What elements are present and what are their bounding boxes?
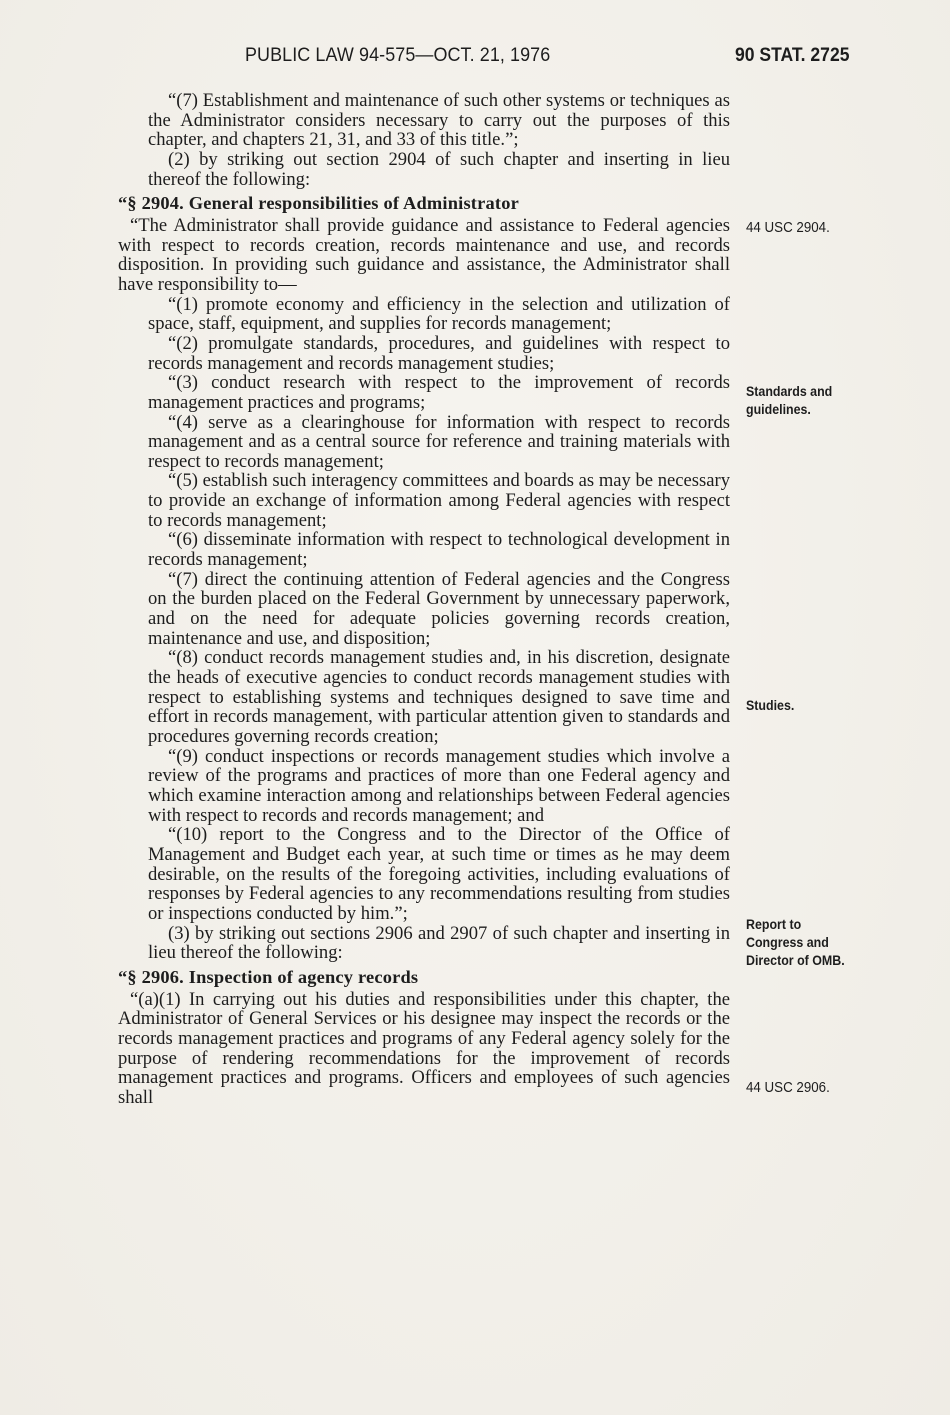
- section-2906-heading: “§ 2906. Inspection of agency records: [118, 966, 419, 987]
- sidenote-usc-2906: 44 USC 2906.: [746, 1080, 830, 1096]
- item-4-clearinghouse: “(4) serve as a clearinghouse for information with respect to records management and as a central source for reference and training materials with respect to records management;: [148, 411, 730, 472]
- sidenote-report-line-3: Director of OMB.: [746, 953, 845, 968]
- item-10-report: “(10) report to the Congress and to the Director of the Office of Management and Budget each year, at such time or times as he may deem desirable, on the results of the foregoing activities, including evaluations of responses by Federal agencies to any recommendations resulting from studies or inspections conducted by him.”;: [148, 824, 730, 924]
- paragraph-3-striking: (3) by striking out sections 2906 and 2907 of such chapter and inserting in lieu thereof the following:: [148, 922, 730, 964]
- section-2904-heading: “§ 2904. General responsibilities of Administrator: [118, 193, 519, 214]
- item-6-disseminate: “(6) disseminate information with respect to technological development in records management;: [148, 529, 730, 571]
- section-2904-lead: “The Administrator shall provide guidance and assistance to Federal agencies with respect to records creation, records maintenance and use, and records disposition. In providing such guidance and assistance, the Administrator shall have responsibility to—: [118, 214, 730, 295]
- item-3-research: “(3) conduct research with respect to the improvement of records management practices and programs;: [148, 372, 730, 413]
- sidenote-standards-line-2: guidelines.: [746, 402, 811, 417]
- item-7-direct: “(7) direct the continuing attention of Federal agencies and the Congress on the burden placed on the Federal Government by unnecessary paperwork, and on the need for adequate policies governing records creation, maintenance and use, and disposition;: [148, 568, 730, 649]
- sidenote-report-omb: [746, 916, 845, 970]
- header-stat-page: 90 STAT. 2725: [735, 44, 850, 66]
- page-header: [0, 44, 950, 74]
- header-title: PUBLIC LAW 94-575—OCT. 21, 1976: [245, 44, 551, 66]
- item-1-economy: “(1) promote economy and efficiency in the selection and utilization of space, staff, equipment, and supplies for records management;: [148, 293, 730, 335]
- sidenote-usc-2904: 44 USC 2904.: [746, 220, 830, 236]
- sidenote-report-line-1: Report to: [746, 917, 802, 932]
- paragraph-7-establishment: “(7) Establishment and maintenance of such other systems or techniques as the Administrator considers necessary to carry out the purposes of this chapter, and chapters 21, 31, and 33 of this title.”;: [148, 90, 730, 151]
- item-8-studies: “(8) conduct records management studies and, in his discretion, designate the heads of executive agencies to conduct records management studies with respect to establishing systems and techniques designed to save time and effort in records management, with particular attention given to standards and procedures governing records creation;: [148, 647, 730, 747]
- sidenote-studies: Studies.: [746, 698, 795, 713]
- sidenote-standards-line-1: Standards and: [746, 384, 833, 399]
- item-2-standards: “(2) promulgate standards, procedures, and guidelines with respect to records management and records management studies;: [148, 332, 730, 374]
- section-2906-lead: “(a)(1) In carrying out his duties and responsibilities under this chapter, the Administrator of General Services or his designee may inspect the records or the records management practices and programs of any Federal agency solely for the purpose of rendering recommendations for the improvement of records management practices and programs. Officers and employees of such agencies shall: [118, 988, 730, 1108]
- paragraph-2-striking: (2) by striking out section 2904 of such chapter and inserting in lieu thereof the following:: [148, 148, 730, 190]
- sidenote-standards-guidelines: [746, 383, 832, 419]
- body-text: [118, 91, 730, 1107]
- item-9-inspections: “(9) conduct inspections or records management studies which involve a review of the programs and practices of more than one Federal agency and which examine interaction among and relationships between Federal agencies with respect to records and records management; and: [148, 745, 730, 826]
- sidenote-report-line-2: Congress and: [746, 935, 829, 950]
- item-5-committees: “(5) establish such interagency committees and boards as may be necessary to provide an exchange of information among Federal agencies with respect to records management;: [148, 470, 730, 531]
